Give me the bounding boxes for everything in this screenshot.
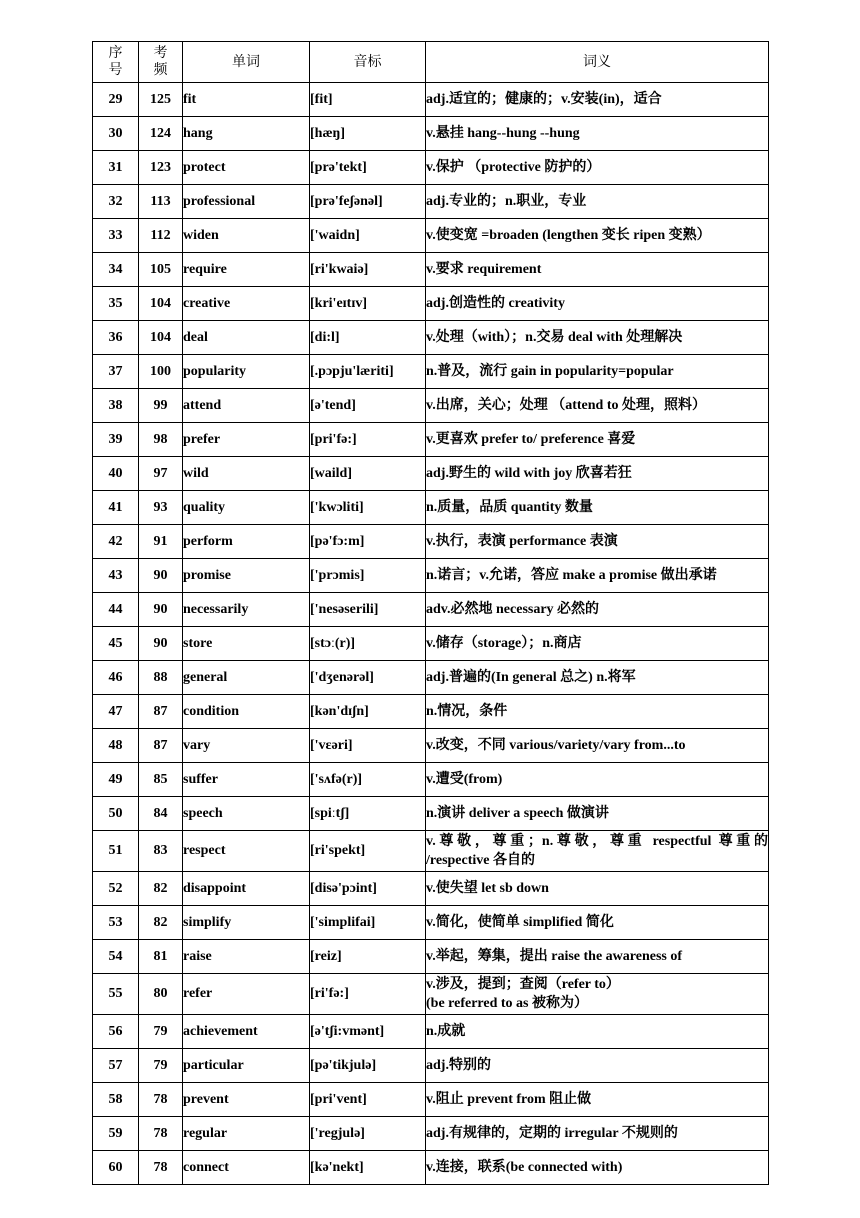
vocabulary-body <box>93 83 769 1185</box>
meaning-text: v.遭受(from) <box>426 772 503 787</box>
meaning-text: v.更喜欢 prefer to/ preference 喜爱 <box>426 432 636 447</box>
row-meaning <box>426 491 769 525</box>
row-word: particular <box>183 1049 310 1083</box>
row-frequency: 78 <box>139 1083 183 1117</box>
meaning-text: v.阻止 prevent from 阻止做 <box>426 1092 592 1107</box>
meaning-text: v.尊敬，尊重；n.尊敬，尊重 respectful 尊重的 /respective 各自的 <box>426 834 768 868</box>
meaning-text: v.出席，关心；处理 （attend to 处理，照料） <box>426 398 706 413</box>
row-meaning <box>426 355 769 389</box>
meaning-text: n.普及，流行 gain in popularity=popular <box>426 364 674 379</box>
table-row <box>93 219 769 253</box>
row-word: attend <box>183 389 310 423</box>
row-phonetic: [hæŋ] <box>310 117 426 151</box>
row-frequency: 98 <box>139 423 183 457</box>
header-frequency-label: 考频 <box>153 45 168 78</box>
meaning-text: v.执行，表演 performance 表演 <box>426 534 618 549</box>
row-phonetic: [.pɔpju'læriti] <box>310 355 426 389</box>
row-word: disappoint <box>183 872 310 906</box>
row-meaning <box>426 797 769 831</box>
row-word: prefer <box>183 423 310 457</box>
row-word: fit <box>183 83 310 117</box>
header-frequency <box>139 42 183 83</box>
table-row <box>93 872 769 906</box>
row-meaning <box>426 1015 769 1049</box>
row-index: 41 <box>93 491 139 525</box>
row-frequency: 125 <box>139 83 183 117</box>
header-meaning: 词义 <box>426 42 769 83</box>
table-row <box>93 729 769 763</box>
table-row <box>93 1049 769 1083</box>
table-row <box>93 83 769 117</box>
row-frequency: 81 <box>139 940 183 974</box>
table-row <box>93 1117 769 1151</box>
row-index: 40 <box>93 457 139 491</box>
row-frequency: 90 <box>139 593 183 627</box>
header-index <box>93 42 139 83</box>
table-row <box>93 253 769 287</box>
row-meaning <box>426 872 769 906</box>
vocabulary-table <box>92 41 769 1185</box>
row-frequency: 78 <box>139 1151 183 1185</box>
row-word: speech <box>183 797 310 831</box>
row-word: refer <box>183 974 310 1015</box>
row-meaning <box>426 559 769 593</box>
meaning-text: n.情况，条件 <box>426 704 508 719</box>
table-row <box>93 763 769 797</box>
row-index: 39 <box>93 423 139 457</box>
row-meaning <box>426 219 769 253</box>
row-word: wild <box>183 457 310 491</box>
row-meaning <box>426 253 769 287</box>
row-meaning <box>426 321 769 355</box>
row-meaning <box>426 763 769 797</box>
meaning-text: adj.适宜的；健康的；v.安装(in)，适合 <box>426 92 662 107</box>
meaning-text: v.简化，使简单 simplified 简化 <box>426 915 614 930</box>
row-phonetic: [di:l] <box>310 321 426 355</box>
row-frequency: 85 <box>139 763 183 797</box>
table-row <box>93 974 769 1015</box>
meaning-text: adj.有规律的，定期的 irregular 不规则的 <box>426 1126 678 1141</box>
row-word: regular <box>183 1117 310 1151</box>
row-word: general <box>183 661 310 695</box>
row-phonetic: ['kwɔliti] <box>310 491 426 525</box>
row-frequency: 113 <box>139 185 183 219</box>
row-phonetic: [ə'tʃi:vmənt] <box>310 1015 426 1049</box>
meaning-text: n.成就 <box>426 1024 466 1039</box>
row-frequency: 93 <box>139 491 183 525</box>
row-phonetic: ['prɔmis] <box>310 559 426 593</box>
meaning-text: adv.必然地 necessary 必然的 <box>426 602 600 617</box>
table-row <box>93 321 769 355</box>
row-word: professional <box>183 185 310 219</box>
row-meaning <box>426 729 769 763</box>
row-phonetic: [pri'fə:] <box>310 423 426 457</box>
row-meaning <box>426 1049 769 1083</box>
row-index: 53 <box>93 906 139 940</box>
meaning-text-line2: (be referred to as 被称为） <box>426 996 588 1011</box>
row-word: necessarily <box>183 593 310 627</box>
row-phonetic: [fit] <box>310 83 426 117</box>
table-row <box>93 593 769 627</box>
row-frequency: 112 <box>139 219 183 253</box>
row-meaning <box>426 389 769 423</box>
row-index: 48 <box>93 729 139 763</box>
row-phonetic: ['dʒenərəl] <box>310 661 426 695</box>
row-meaning <box>426 117 769 151</box>
meaning-text: v.连接，联系(be connected with) <box>426 1160 623 1175</box>
table-row <box>93 559 769 593</box>
header-word: 单词 <box>183 42 310 83</box>
row-frequency: 78 <box>139 1117 183 1151</box>
table-row <box>93 287 769 321</box>
row-frequency: 99 <box>139 389 183 423</box>
meaning-text: adj.野生的 wild with joy 欣喜若狂 <box>426 466 632 481</box>
table-row <box>93 1083 769 1117</box>
row-meaning <box>426 185 769 219</box>
row-phonetic: [prə'tekt] <box>310 151 426 185</box>
row-index: 57 <box>93 1049 139 1083</box>
row-word: respect <box>183 831 310 872</box>
row-word: store <box>183 627 310 661</box>
row-index: 51 <box>93 831 139 872</box>
row-meaning <box>426 457 769 491</box>
row-frequency: 104 <box>139 321 183 355</box>
row-meaning <box>426 831 769 872</box>
row-frequency: 88 <box>139 661 183 695</box>
header-phonetic: 音标 <box>310 42 426 83</box>
meaning-text: adj.特别的 <box>426 1058 491 1073</box>
row-phonetic: [ri'spekt] <box>310 831 426 872</box>
row-frequency: 90 <box>139 627 183 661</box>
table-row <box>93 423 769 457</box>
row-frequency: 104 <box>139 287 183 321</box>
row-frequency: 79 <box>139 1015 183 1049</box>
row-word: hang <box>183 117 310 151</box>
row-meaning <box>426 287 769 321</box>
row-frequency: 87 <box>139 729 183 763</box>
meaning-text: v.储存（storage）；n.商店 <box>426 636 582 651</box>
row-phonetic: [kə'nekt] <box>310 1151 426 1185</box>
row-meaning <box>426 1117 769 1151</box>
row-word: simplify <box>183 906 310 940</box>
row-phonetic: [pə'tikjulə] <box>310 1049 426 1083</box>
row-phonetic: ['sʌfə(r)] <box>310 763 426 797</box>
row-phonetic: [kən'dɪʃn] <box>310 695 426 729</box>
row-word: vary <box>183 729 310 763</box>
row-phonetic: ['simplifai] <box>310 906 426 940</box>
row-frequency: 82 <box>139 906 183 940</box>
row-index: 47 <box>93 695 139 729</box>
row-phonetic: [disə'pɔint] <box>310 872 426 906</box>
header-row <box>93 42 769 83</box>
row-frequency: 82 <box>139 872 183 906</box>
meaning-text: n.质量，品质 quantity 数量 <box>426 500 593 515</box>
table-row <box>93 151 769 185</box>
row-index: 43 <box>93 559 139 593</box>
row-index: 44 <box>93 593 139 627</box>
header-index-label: 序号 <box>108 45 123 78</box>
row-frequency: 91 <box>139 525 183 559</box>
row-frequency: 83 <box>139 831 183 872</box>
table-row <box>93 457 769 491</box>
row-index: 49 <box>93 763 139 797</box>
row-word: widen <box>183 219 310 253</box>
row-index: 58 <box>93 1083 139 1117</box>
row-frequency: 100 <box>139 355 183 389</box>
row-phonetic: [spiːtʃ] <box>310 797 426 831</box>
row-word: deal <box>183 321 310 355</box>
row-frequency: 84 <box>139 797 183 831</box>
row-frequency: 80 <box>139 974 183 1015</box>
row-phonetic: [pə'fɔ:m] <box>310 525 426 559</box>
table-row <box>93 491 769 525</box>
table-row <box>93 185 769 219</box>
row-index: 59 <box>93 1117 139 1151</box>
row-index: 32 <box>93 185 139 219</box>
table-row <box>93 940 769 974</box>
row-frequency: 97 <box>139 457 183 491</box>
row-index: 30 <box>93 117 139 151</box>
row-index: 46 <box>93 661 139 695</box>
row-frequency: 90 <box>139 559 183 593</box>
table-row <box>93 389 769 423</box>
meaning-text: v.处理（with）；n.交易 deal with 处理解决 <box>426 330 683 345</box>
row-index: 42 <box>93 525 139 559</box>
row-index: 35 <box>93 287 139 321</box>
meaning-text: v.要求 requirement <box>426 262 542 277</box>
table-row <box>93 355 769 389</box>
row-frequency: 79 <box>139 1049 183 1083</box>
row-meaning <box>426 940 769 974</box>
table-row <box>93 117 769 151</box>
row-phonetic: [prə'feʃənəl] <box>310 185 426 219</box>
row-word: condition <box>183 695 310 729</box>
row-index: 37 <box>93 355 139 389</box>
row-frequency: 87 <box>139 695 183 729</box>
row-phonetic: ['nesəserili] <box>310 593 426 627</box>
row-meaning <box>426 974 769 1015</box>
row-word: quality <box>183 491 310 525</box>
row-index: 33 <box>93 219 139 253</box>
meaning-text: adj.创造性的 creativity <box>426 296 565 311</box>
row-index: 38 <box>93 389 139 423</box>
row-word: suffer <box>183 763 310 797</box>
meaning-text: n.诺言；v.允诺，答应 make a promise 做出承诺 <box>426 568 717 583</box>
row-word: protect <box>183 151 310 185</box>
row-phonetic: ['regjulə] <box>310 1117 426 1151</box>
row-word: connect <box>183 1151 310 1185</box>
row-index: 50 <box>93 797 139 831</box>
table-row <box>93 1151 769 1185</box>
row-meaning <box>426 423 769 457</box>
row-word: perform <box>183 525 310 559</box>
row-word: achievement <box>183 1015 310 1049</box>
row-frequency: 124 <box>139 117 183 151</box>
row-meaning <box>426 661 769 695</box>
row-meaning <box>426 83 769 117</box>
table-row <box>93 1015 769 1049</box>
row-phonetic: [ri'fə:] <box>310 974 426 1015</box>
row-index: 31 <box>93 151 139 185</box>
meaning-text: v.悬挂 hang--hung --hung <box>426 126 580 141</box>
row-meaning <box>426 906 769 940</box>
row-phonetic: [waild] <box>310 457 426 491</box>
row-phonetic: [ə'tend] <box>310 389 426 423</box>
row-meaning <box>426 627 769 661</box>
meaning-text: v.改变，不同 various/variety/vary from...to <box>426 738 686 753</box>
row-frequency: 105 <box>139 253 183 287</box>
row-word: popularity <box>183 355 310 389</box>
row-meaning <box>426 1151 769 1185</box>
row-phonetic: ['vɛəri] <box>310 729 426 763</box>
row-frequency: 123 <box>139 151 183 185</box>
row-meaning <box>426 525 769 559</box>
row-index: 55 <box>93 974 139 1015</box>
row-word: creative <box>183 287 310 321</box>
row-index: 29 <box>93 83 139 117</box>
row-phonetic: [reiz] <box>310 940 426 974</box>
meaning-text: adj.专业的；n.职业，专业 <box>426 194 587 209</box>
row-word: prevent <box>183 1083 310 1117</box>
row-phonetic: ['waidn] <box>310 219 426 253</box>
meaning-text: v.使失望 let sb down <box>426 881 549 896</box>
table-row <box>93 906 769 940</box>
meaning-text: v.举起，筹集，提出 raise the awareness of <box>426 949 682 964</box>
row-meaning <box>426 1083 769 1117</box>
row-phonetic: [pri'vent] <box>310 1083 426 1117</box>
row-index: 60 <box>93 1151 139 1185</box>
row-word: promise <box>183 559 310 593</box>
meaning-text: n.演讲 deliver a speech 做演讲 <box>426 806 609 821</box>
row-meaning <box>426 593 769 627</box>
row-index: 56 <box>93 1015 139 1049</box>
table-row <box>93 525 769 559</box>
table-row <box>93 627 769 661</box>
row-index: 36 <box>93 321 139 355</box>
row-phonetic: [stɔː(r)] <box>310 627 426 661</box>
meaning-text: v.涉及，提到；查阅（refer to） <box>426 977 620 992</box>
row-index: 52 <box>93 872 139 906</box>
meaning-text: adj.普遍的(In general 总之) n.将军 <box>426 670 636 685</box>
row-word: require <box>183 253 310 287</box>
row-phonetic: [kri'eɪtɪv] <box>310 287 426 321</box>
row-meaning <box>426 695 769 729</box>
row-phonetic: [ri'kwaiə] <box>310 253 426 287</box>
row-index: 54 <box>93 940 139 974</box>
table-row <box>93 831 769 872</box>
table-row <box>93 797 769 831</box>
table-row <box>93 695 769 729</box>
meaning-text: v.使变宽 =broaden (lengthen 变长 ripen 变熟） <box>426 228 711 243</box>
table-row <box>93 661 769 695</box>
row-index: 45 <box>93 627 139 661</box>
row-meaning <box>426 151 769 185</box>
row-word: raise <box>183 940 310 974</box>
meaning-text: v.保护 （protective 防护的） <box>426 160 601 175</box>
row-index: 34 <box>93 253 139 287</box>
